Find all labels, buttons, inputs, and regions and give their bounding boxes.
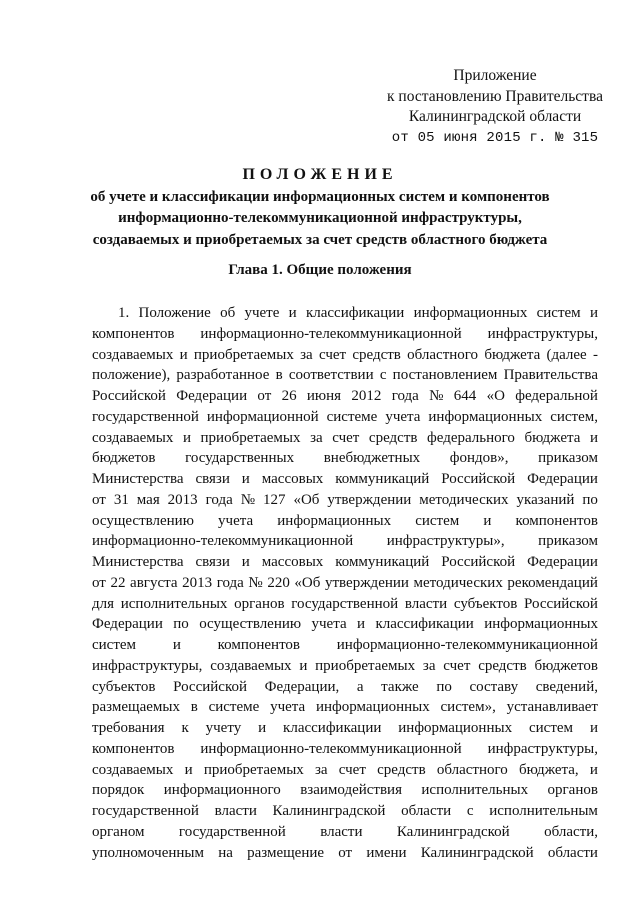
word: также: [381, 678, 419, 695]
word: по: [582, 491, 598, 508]
word: органом: [92, 823, 145, 840]
word: об: [220, 305, 236, 321]
word: Российской: [441, 471, 516, 487]
word: области: [547, 844, 598, 861]
word: Федерации: [92, 616, 163, 633]
word: порядок: [92, 782, 145, 799]
word: рекомендаций: [507, 574, 598, 591]
body-line: [92, 614, 598, 635]
body-line: [92, 801, 598, 822]
word: и: [589, 720, 598, 736]
body-line: [92, 531, 598, 552]
word: информационных: [484, 616, 598, 633]
word: 1.: [118, 305, 130, 321]
word: счет: [318, 346, 347, 363]
word: года: [216, 574, 244, 591]
word: классификации: [283, 720, 382, 736]
title-subtitle-1: об учете и классификации информационных систем и компонентов: [90, 188, 550, 205]
word: для: [92, 595, 115, 612]
word: области,: [544, 823, 598, 840]
word: Правительства: [503, 367, 598, 384]
body-line: [92, 656, 598, 677]
word: массовых: [261, 471, 324, 487]
word: исполнительных: [120, 595, 228, 612]
word: информационных: [277, 512, 392, 529]
word: к: [181, 720, 189, 736]
word: и: [483, 512, 492, 529]
word: разработанное: [176, 367, 270, 384]
word: федерального: [427, 429, 515, 446]
word: информационно-телекоммуникационной: [336, 637, 598, 653]
word: системе: [208, 699, 260, 716]
word: по: [173, 616, 189, 633]
word: органов: [234, 595, 285, 612]
word: средств: [377, 761, 426, 778]
word: систем,: [550, 408, 598, 425]
word: учете: [244, 305, 280, 321]
word: коммуникаций: [335, 554, 430, 570]
word: информационных: [398, 720, 513, 736]
word: за: [310, 429, 323, 446]
word: областного: [407, 346, 479, 363]
word: инфраструктуры,: [92, 657, 203, 674]
word: информационной: [206, 408, 319, 425]
word: исполнительных: [421, 782, 529, 799]
body-paragraph: [92, 303, 598, 863]
word: осуществлению: [199, 616, 302, 633]
body-line: [92, 822, 598, 843]
word: методических: [419, 491, 509, 508]
word: на: [218, 844, 233, 861]
word: приобретаемых: [193, 346, 294, 363]
word: а: [356, 678, 364, 695]
word: и: [241, 471, 250, 487]
word: Российской: [173, 678, 248, 695]
word: бюджетов: [534, 657, 598, 674]
word: Российской: [524, 595, 598, 612]
word: создаваемых: [92, 761, 174, 778]
word: августа: [130, 574, 178, 591]
word: положение),: [92, 367, 171, 384]
word: взаимодействия: [300, 782, 402, 799]
word: 22: [110, 574, 126, 591]
word: и: [589, 305, 598, 321]
word: системе: [326, 408, 378, 425]
word: систем: [415, 512, 460, 529]
date-year: 2015 г.: [486, 129, 547, 146]
word: средств: [352, 346, 401, 363]
word: учета: [218, 512, 254, 529]
word: информационно-телекоммуникационной: [92, 533, 354, 550]
word: №: [240, 491, 256, 508]
body-line: [92, 511, 598, 532]
title-main: ПОЛОЖЕНИЕ: [242, 166, 398, 183]
word: Федерации: [527, 471, 598, 487]
word: фондов»,: [449, 450, 509, 467]
word: «Об: [293, 491, 320, 508]
word: года: [205, 491, 233, 508]
word: сведений,: [535, 678, 598, 695]
word: средств: [368, 429, 418, 446]
word: органов: [547, 782, 598, 799]
word: и: [182, 429, 191, 446]
word: размещаемых: [92, 699, 180, 716]
word: инфраструктуры»,: [386, 533, 505, 550]
word: учета: [270, 699, 306, 716]
word: областного: [436, 761, 508, 778]
word: счет: [443, 657, 471, 674]
word: информационно-телекоммуникационной: [200, 740, 462, 757]
word: от: [257, 388, 272, 404]
decree-number: 315: [572, 129, 599, 146]
word: от: [338, 844, 353, 861]
date-prefix: от: [391, 129, 409, 146]
word: государственной: [291, 595, 399, 612]
word: составу: [469, 678, 519, 695]
word: счет: [338, 761, 366, 778]
body-line: [92, 843, 598, 864]
word: 644: [453, 388, 477, 404]
word: утверждении: [324, 574, 409, 591]
body-line: [92, 780, 598, 801]
body-line: [92, 345, 598, 366]
word: систем: [92, 637, 137, 653]
word: информационно-телекоммуникационной: [200, 325, 462, 342]
title-subtitle-2: информационно-телекоммуникационной инфраструктуры,: [118, 210, 522, 226]
word: и: [172, 637, 181, 653]
number-sign: №: [555, 129, 564, 146]
word: 2013: [182, 574, 213, 591]
word: осуществлению: [92, 512, 194, 529]
body-line: [92, 635, 598, 656]
word: «О: [486, 388, 505, 404]
word: 2012: [351, 388, 382, 404]
word: приобретаемых: [315, 657, 416, 674]
word: методических: [413, 574, 503, 591]
body-line: [92, 428, 598, 449]
word: -: [592, 346, 598, 363]
word: компонентов: [515, 512, 598, 529]
body-line: [92, 677, 598, 698]
word: №: [429, 388, 444, 404]
word: в: [190, 699, 198, 716]
body-line: [92, 760, 598, 781]
chapter-heading: Глава 1. Общие положения: [228, 262, 412, 278]
word: указаний: [516, 491, 575, 508]
word: учета: [311, 616, 347, 633]
word: Министерства: [92, 554, 184, 570]
word: информационных: [413, 305, 528, 321]
document-title: [40, 164, 600, 251]
word: устанавливает: [506, 699, 598, 716]
word: 26: [281, 388, 297, 404]
word: власти: [320, 823, 363, 840]
word: Федерации,: [264, 678, 340, 695]
word: Калининградской: [420, 844, 534, 861]
word: государственной: [92, 408, 199, 425]
word: федеральной: [515, 388, 598, 404]
word: систем»,: [440, 699, 496, 716]
word: области: [401, 803, 452, 819]
word: (далее: [546, 346, 587, 363]
word: и: [184, 761, 193, 778]
word: размещение: [247, 844, 325, 861]
word: учету: [205, 720, 242, 736]
word: и: [258, 720, 267, 736]
word: бюджета: [524, 429, 581, 446]
word: приобретаемых: [203, 761, 304, 778]
word: государственных: [185, 450, 295, 467]
word: классификации: [375, 616, 474, 633]
word: власти: [404, 595, 448, 612]
word: имени: [366, 844, 407, 861]
word: информационных: [315, 699, 430, 716]
word: инфраструктуры,: [487, 325, 598, 342]
word: государственной: [92, 803, 199, 819]
word: Федерации: [527, 554, 598, 570]
appendix-region: Калининградской области: [408, 108, 582, 125]
word: и: [179, 346, 188, 363]
word: счет: [332, 429, 360, 446]
word: субъектов: [453, 595, 518, 612]
appendix-date-line: [380, 128, 610, 149]
word: 31: [113, 491, 129, 508]
body-line: [92, 739, 598, 760]
word: Положение: [138, 305, 211, 321]
body-line: [92, 490, 598, 511]
word: государственной: [178, 823, 286, 840]
body-line: [92, 552, 598, 573]
word: приказом: [538, 450, 598, 467]
word: систем: [536, 305, 581, 321]
word: коммуникаций: [335, 471, 430, 487]
word: от: [92, 574, 106, 591]
word: бюджета,: [518, 761, 579, 778]
word: и: [299, 657, 308, 674]
body-line: [92, 469, 598, 490]
word: за: [422, 657, 436, 674]
body-line: [92, 718, 598, 739]
body-line: [92, 594, 598, 615]
date-month: июня: [443, 129, 478, 146]
word: Калининградской: [396, 823, 510, 840]
appendix-label: Приложение: [453, 67, 537, 84]
word: информационного: [163, 782, 281, 799]
word: Федерации: [176, 388, 248, 404]
body-line: [92, 407, 598, 428]
date-day: 05: [417, 129, 435, 146]
word: и: [241, 554, 250, 570]
word: требования: [92, 720, 165, 736]
word: средств: [478, 657, 527, 674]
word: с: [379, 367, 387, 384]
body-line: [92, 573, 598, 594]
word: 127: [262, 491, 286, 508]
word: Российской: [92, 388, 166, 404]
word: субъектов: [92, 678, 156, 695]
body-line: [92, 697, 598, 718]
word: 220: [267, 574, 290, 591]
word: и: [288, 305, 297, 321]
word: за: [300, 346, 313, 363]
body-line: [92, 303, 598, 324]
word: 2013: [167, 491, 198, 508]
appendix-header: [380, 66, 610, 148]
word: связи: [195, 554, 230, 570]
word: бюджета: [484, 346, 541, 363]
word: массовых: [261, 554, 324, 570]
word: соответствии: [288, 367, 374, 384]
word: мая: [136, 491, 160, 508]
word: создаваемых: [92, 346, 174, 363]
word: июня: [306, 388, 342, 404]
word: с: [466, 803, 474, 819]
word: связи: [195, 471, 230, 487]
word: приобретаемых: [200, 429, 301, 446]
word: уполномоченным: [92, 844, 204, 861]
word: создаваемых: [210, 657, 292, 674]
body-line: [92, 365, 598, 386]
word: года: [391, 388, 419, 404]
word: исполнительным: [489, 803, 598, 819]
word: компонентов: [92, 740, 175, 757]
word: от: [92, 491, 106, 508]
word: постановлением: [392, 367, 498, 384]
word: и: [589, 761, 598, 778]
word: №: [248, 574, 263, 591]
word: Калининградской: [272, 803, 386, 819]
word: учета: [385, 408, 421, 425]
word: и: [357, 616, 366, 633]
word: приказом: [538, 533, 598, 550]
word: за: [314, 761, 328, 778]
word: и: [589, 429, 598, 446]
appendix-decree: к постановлению Правительства: [387, 87, 603, 105]
word: систем: [528, 720, 574, 736]
word: компонентов: [217, 637, 301, 653]
word: Министерства: [92, 471, 184, 487]
body-line: [92, 386, 598, 407]
word: внебюджетных: [323, 450, 421, 467]
word: бюджетов: [92, 450, 156, 467]
word: утверждении: [327, 491, 412, 508]
word: «Об: [294, 574, 321, 591]
word: власти: [214, 803, 257, 819]
word: классификации: [305, 305, 405, 321]
word: инфраструктуры,: [487, 740, 598, 757]
word: по: [436, 678, 452, 695]
word: создаваемых: [92, 429, 174, 446]
body-line: [92, 448, 598, 469]
word: компонентов: [92, 325, 175, 342]
word: Российской: [441, 554, 516, 570]
title-subtitle-3: создаваемых и приобретаемых за счет средств областного бюджета: [92, 231, 548, 248]
word: в: [275, 367, 283, 384]
word: информационных: [428, 408, 543, 425]
body-line: [92, 324, 598, 345]
